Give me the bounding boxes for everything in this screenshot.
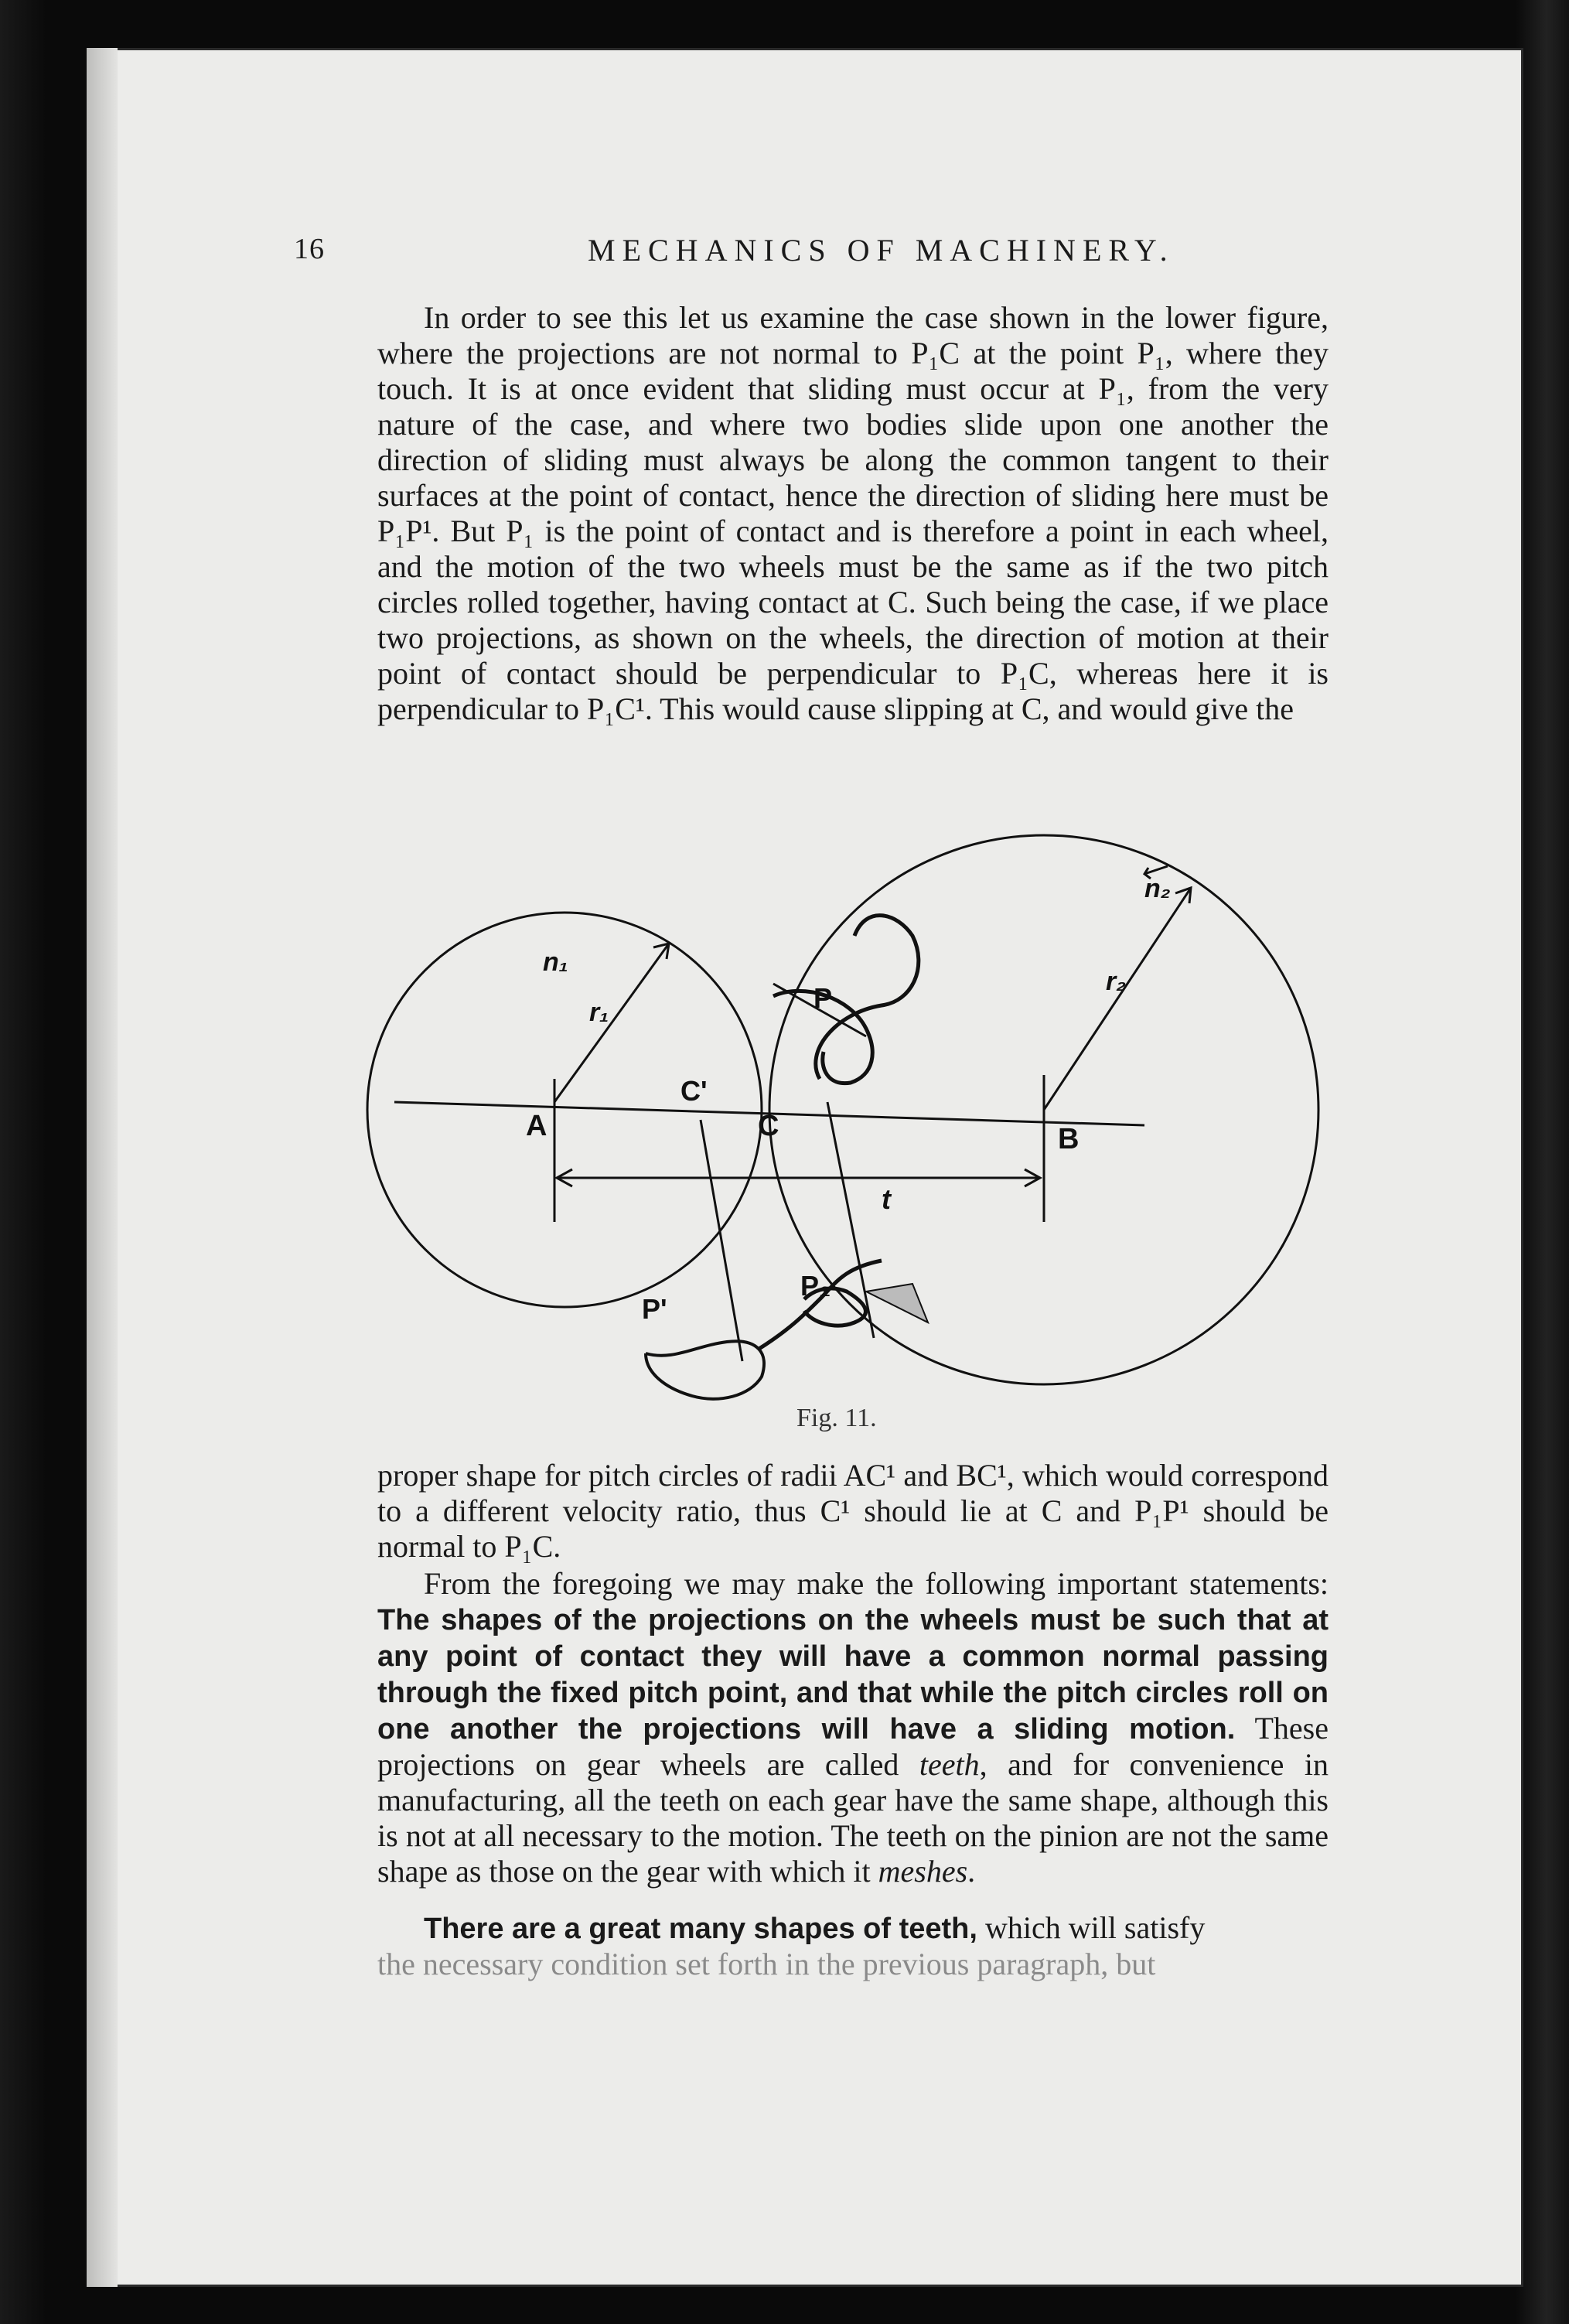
radius-r2 [1044,888,1191,1110]
radius-r1 [554,944,669,1102]
p3-italic-teeth: teeth [919,1747,980,1782]
label-r1: r₁ [589,998,609,1027]
page-number: 16 [294,233,325,265]
label-p: P [813,982,833,1014]
p3-lead: From the foregoing we may make the following important statements: [424,1566,1329,1601]
label-n1: n₁ [543,947,568,977]
p4-faded-line: the necessary condition set forth in the previous paragraph, but [377,1947,1156,1981]
line-from-c1 [701,1120,742,1361]
label-n2: n₂ [1144,874,1171,903]
label-p1: P₁ [800,1270,831,1302]
paragraph-2: proper shape for pitch circles of radii AC¹ and BC¹, which would correspond to a different velocity ratio, thus C¹ should lie at C and P₁P¹ should be normal to P₁C. [377,1458,1329,1564]
p4-rest: which will satisfy [977,1910,1206,1945]
p3-italic-meshes: meshes [878,1854,968,1889]
figure-11 [340,820,1346,1423]
p3-tail-1: These projections on gear wheels are called [377,1711,1329,1782]
label-r2: r₂ [1106,967,1127,996]
label-a: A [526,1110,547,1142]
running-head [294,232,1361,278]
p3-bold-statement: The shapes of the projections on the wheels must be such that at any point of contact they will have a common normal passing through the fixed pitch point, and that while the pitch circles roll on one another the projections will have a sliding motion. [377,1604,1329,1746]
running-title: MECHANICS OF MACHINERY. [588,233,1175,268]
paragraph-1: In order to see this let us examine the case shown in the lower figure, where the projections are not normal to P₁C at the point P₁, where they touch. It is at once evident that sliding must occur at P₁, from the very nature of the case, and where two bodies slide upon one another the direction of sliding must always be along the common tangent to their surfaces at the point of contact, hence the direction of sliding here must be P₁P¹. But P₁ is the point of contact and is therefore a point in each wheel, and the motion of the two wheels must be the same as if the two pitch circles rolled together, having contact at C. Such being the case, if we place two projections, as shown on the wheels, the direction of motion at their point of contact should be perpendicular to P₁C, whereas here it is perpendicular to P₁C¹. This would cause slipping at C, and would give the [377,300,1329,726]
p3-tail-2: , and for convenience in manufacturing, all the teeth on each gear have the same shape, although this is not at all necessary to the motion. The teeth on the pinion are not the same shape as those on the gear with which it [377,1747,1329,1889]
p4-bold: There are a great many shapes of teeth, [424,1913,977,1945]
label-c1: C' [680,1075,708,1107]
gear-diagram [340,820,1346,1423]
figure-caption: Fig. 11. [796,1404,877,1432]
label-b: B [1058,1123,1080,1155]
line-to-p1 [827,1102,874,1338]
p3-tail-3: . [967,1854,976,1889]
paragraph-3 [377,1566,1329,1889]
label-c: C [758,1110,779,1142]
label-t: t [882,1183,891,1215]
label-p-prime: P' [642,1293,667,1325]
paragraph-4 [377,1910,1329,1982]
